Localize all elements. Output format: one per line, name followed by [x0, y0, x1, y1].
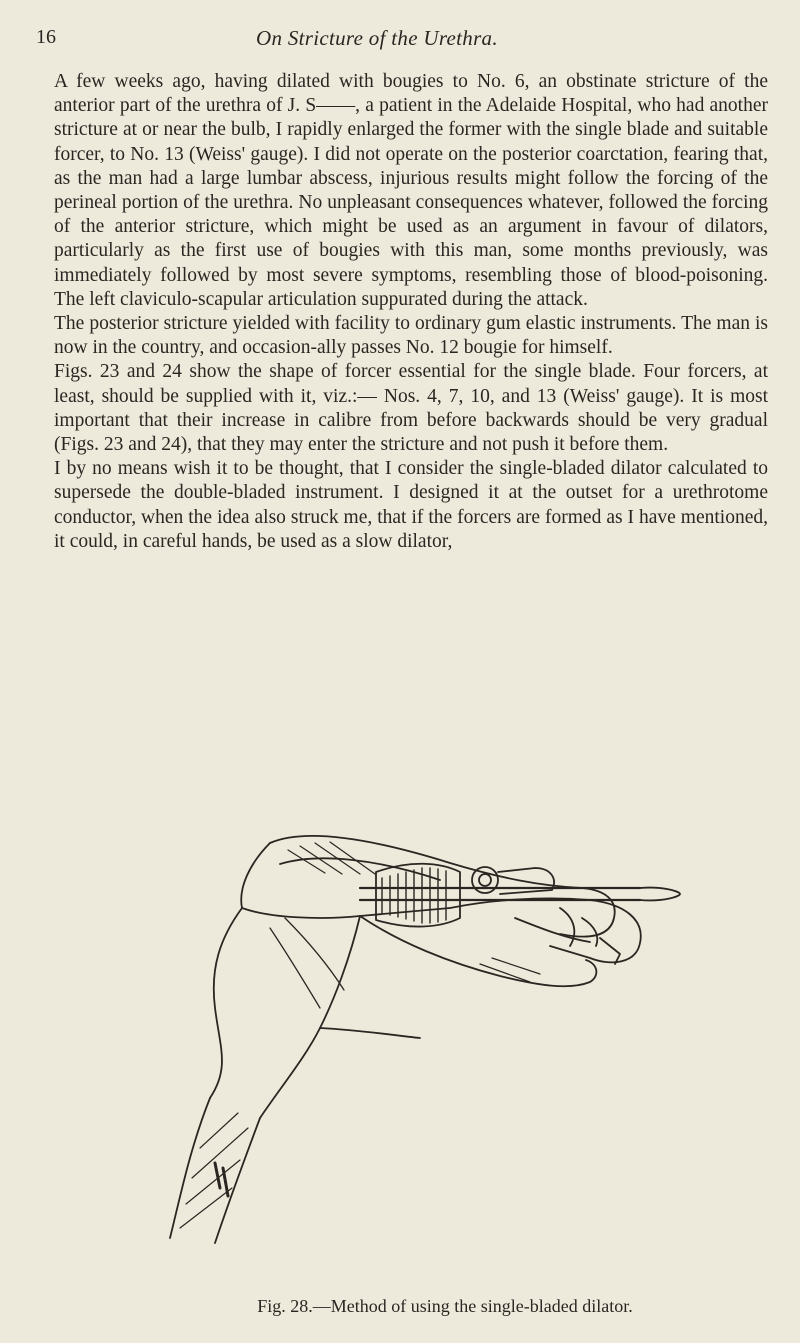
paragraph: A few weeks ago, having dilated with bougies to No. 6, an obstinate stricture of the anterior part of the urethra of J. S——, a patient in the Adelaide Hospital, who had another stricture at or near the bulb, I rapidly enlarged the former with the single blade and suitable forcer, to No. 13 (Weiss' gauge). I did not operate on the posterior coarctation, fearing that, as the man had a large lumbar abscess, injurious results might follow the forcing of the perineal portion of the urethra. No unpleasant consequences whatever, followed the forcing of the anterior stricture, which might be used as an argument in favour of dilators, particularly as the first use of bougies with this man, some months previously, was immediately followed by most severe symptoms, resembling those of blood-poisoning. The left claviculo-scapular articulation suppurated during the attack. [54, 71, 768, 310]
paragraph: I by no means wish it to be thought, that I consider the single-bladed dilator calculated to supersede the double-bladed instrument. I designed it at the outset for a urethrotome conductor, when the idea also struck me, that if the forcers are formed as I have mentioned, it could, in careful hands, be used as a slow dilator, [54, 458, 768, 552]
dilator-hand-illustration [120, 768, 780, 1278]
figure-caption: Fig. 28.—Method of using the single-bladed dilator. [257, 1296, 633, 1316]
paragraph: Figs. 23 and 24 show the shape of forcer essential for the single blade. Four forcers, at least, should be supplied with it, viz.:— Nos. 4, 7, 10, and 13 (Weiss' gauge). It is most important that their increase in calibre from before backwards should be very gradual (Figs. 23 and 24), that they may enter the stricture and not push it before them. [54, 361, 768, 456]
running-title: On Stricture of the Urethra. [256, 26, 498, 50]
page-number: 16 [36, 26, 56, 48]
body-text [54, 70, 768, 554]
paragraph: The posterior stricture yielded with facility to ordinary gum elastic instruments. The man is now in the country, and occasion-ally passes No. 12 bougie for himself. [54, 313, 768, 359]
engraving-drawing [120, 768, 780, 1278]
